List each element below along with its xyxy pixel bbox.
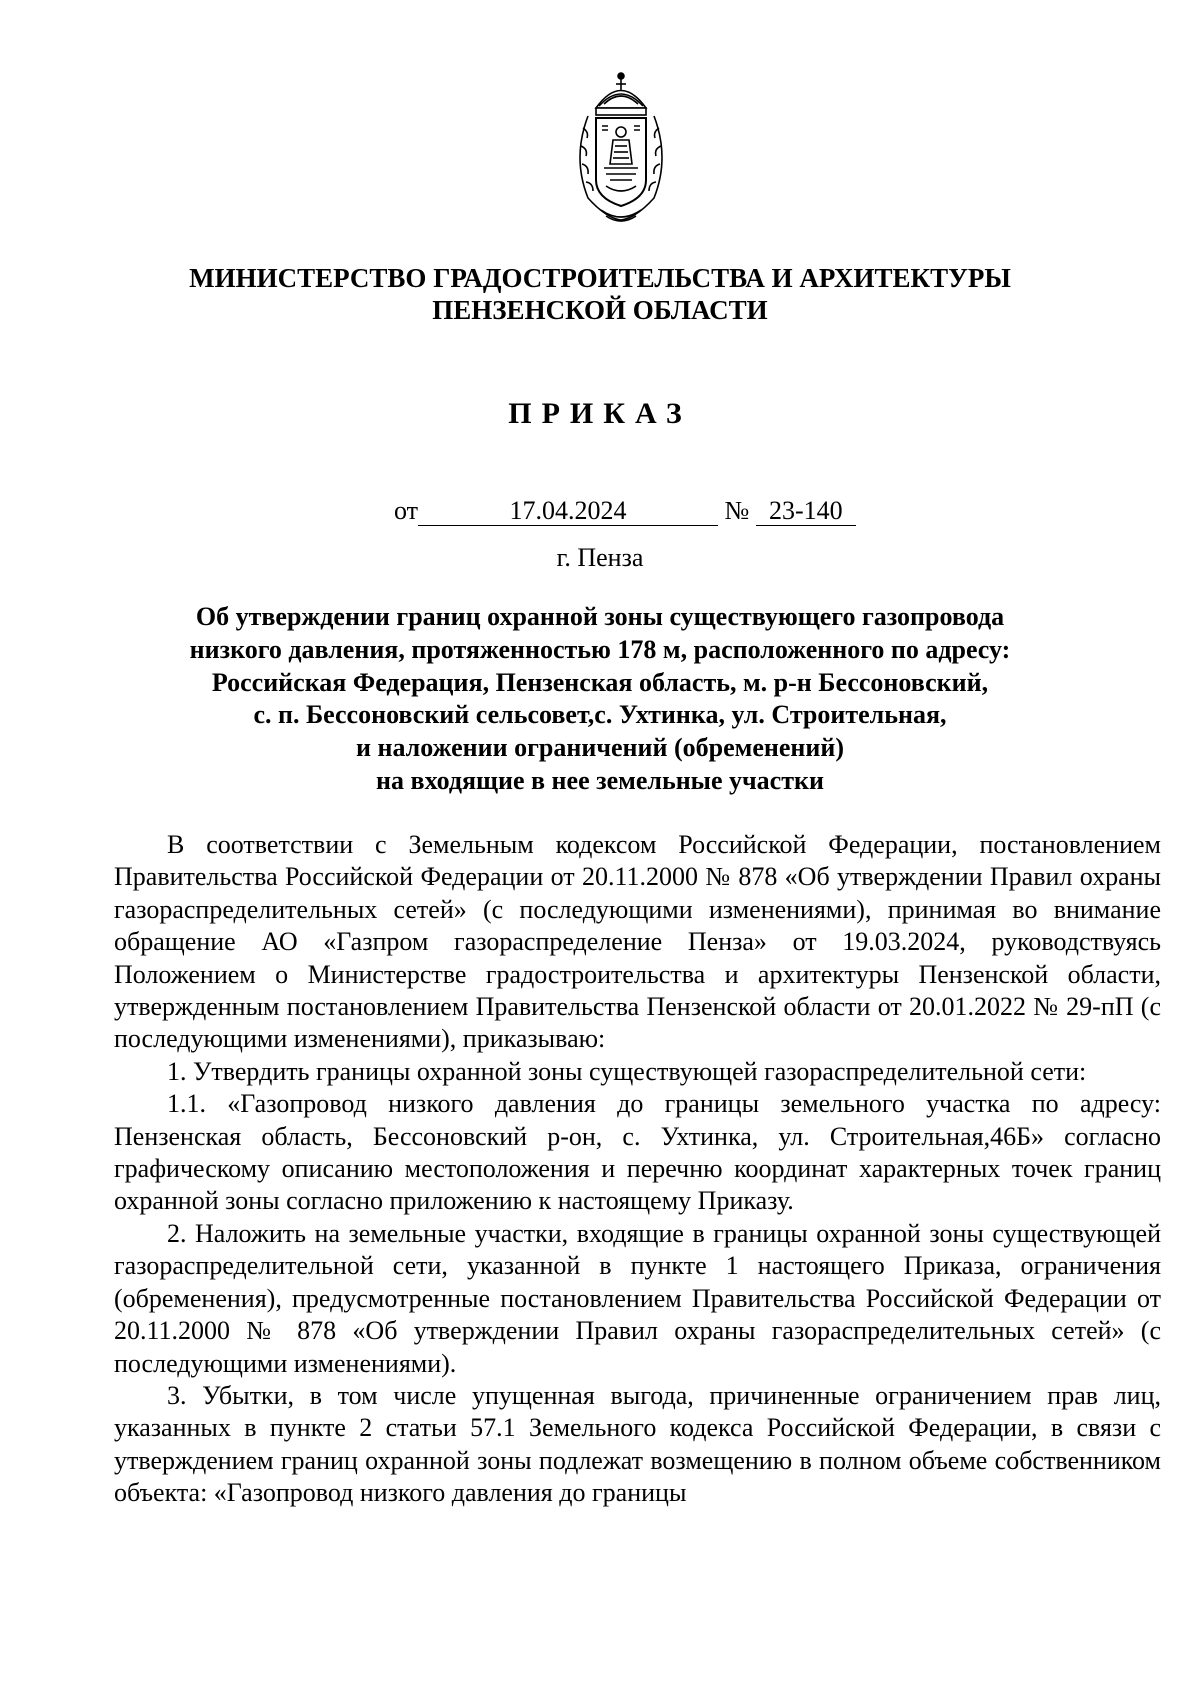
order-title-line: и наложении ограничений (обременений): [355, 733, 845, 763]
date-number-line: [394, 495, 856, 527]
order-title: [140, 601, 1060, 798]
from-label: от: [394, 496, 419, 525]
coat-of-arms-icon: [566, 68, 676, 228]
document-type-title: ПРИКАЗ: [508, 397, 692, 430]
preamble-paragraph: В соответствии с Земельным кодексом Российской Федерации, постановлением Правительства Российской Федерации от 20.11.2000 № 878 «Об утверждении Правил охраны газораспределительных сетей» (с последующими изменениями), принимая во внимание обращение АО «Газпром газораспределение Пенза» от 19.03.2024, руководствуясь Положением о Министерстве градостроительства и архитектуры Пензенской области, утвержденным постановлением Правительства Пензенской области от 20.01.2022 № 29-пП (с последующими изменениями), приказываю:: [114, 830, 1161, 1054]
clause-1-paragraph: 1. Утвердить границы охранной зоны существующей газораспределительной сети:: [167, 1056, 1087, 1086]
order-title-line: Российская Федерация, Пензенская область, м. р-н Бессоновский,: [211, 667, 989, 697]
order-title-line: на входящие в нее земельные участки: [376, 765, 824, 795]
clause-2-paragraph: 2. Наложить на земельные участки, входящие в границы охранной зоны существующей газораспределительной сети, указанной в пункте 1 настоящего Приказа, ограничения (обременения), предусмотренные постановлением Правительства Российской Федерации от 20.11.2000 № 878 «Об утверждении Правил охраны газораспределительных сетей» (с последующими изменениями).: [114, 1218, 1161, 1378]
ministry-header: [120, 262, 1080, 326]
order-date: 17.04.2024: [418, 497, 718, 526]
order-number: 23-140: [756, 497, 856, 526]
order-title-line: низкого давления, протяженностью 178 м, расположенного по адресу:: [189, 634, 1011, 664]
ministry-name-line-1: МИНИСТЕРСТВО ГРАДОСТРОИТЕЛЬСТВА И АРХИТЕКТУРЫ: [189, 263, 1011, 293]
order-body: [114, 829, 1161, 1510]
clause-3-paragraph: 3. Убытки, в том числе упущенная выгода, причиненные ограничением прав лиц, указанных в пункте 2 статьи 57.1 Земельного кодекса Российской Федерации, в связи с утверждением границ охранной зоны подлежат возмещению в полном объеме собственником объекта: «Газопровод низкого давления до границы: [114, 1380, 1161, 1508]
number-label: №: [724, 496, 750, 525]
clause-1-1-paragraph: 1.1. «Газопровод низкого давления до границы земельного участка по адресу: Пензенская область, Бессоновский р-он, с. Ухтинка, ул. Строительная,46Б» согласно графическому описанию местоположения и перечню координат характерных точек границ охранной зоны согласно приложению к настоящему Приказу.: [114, 1089, 1161, 1216]
ministry-name-line-2: ПЕНЗЕНСКОЙ ОБЛАСТИ: [432, 295, 768, 325]
order-title-line: с. п. Бессоновский сельсовет,с. Ухтинка, ул. Строительная,: [253, 700, 947, 730]
order-title-line: Об утверждении границ охранной зоны существующего газопровода: [195, 602, 1005, 631]
city-label: г. Пенза: [556, 543, 644, 572]
